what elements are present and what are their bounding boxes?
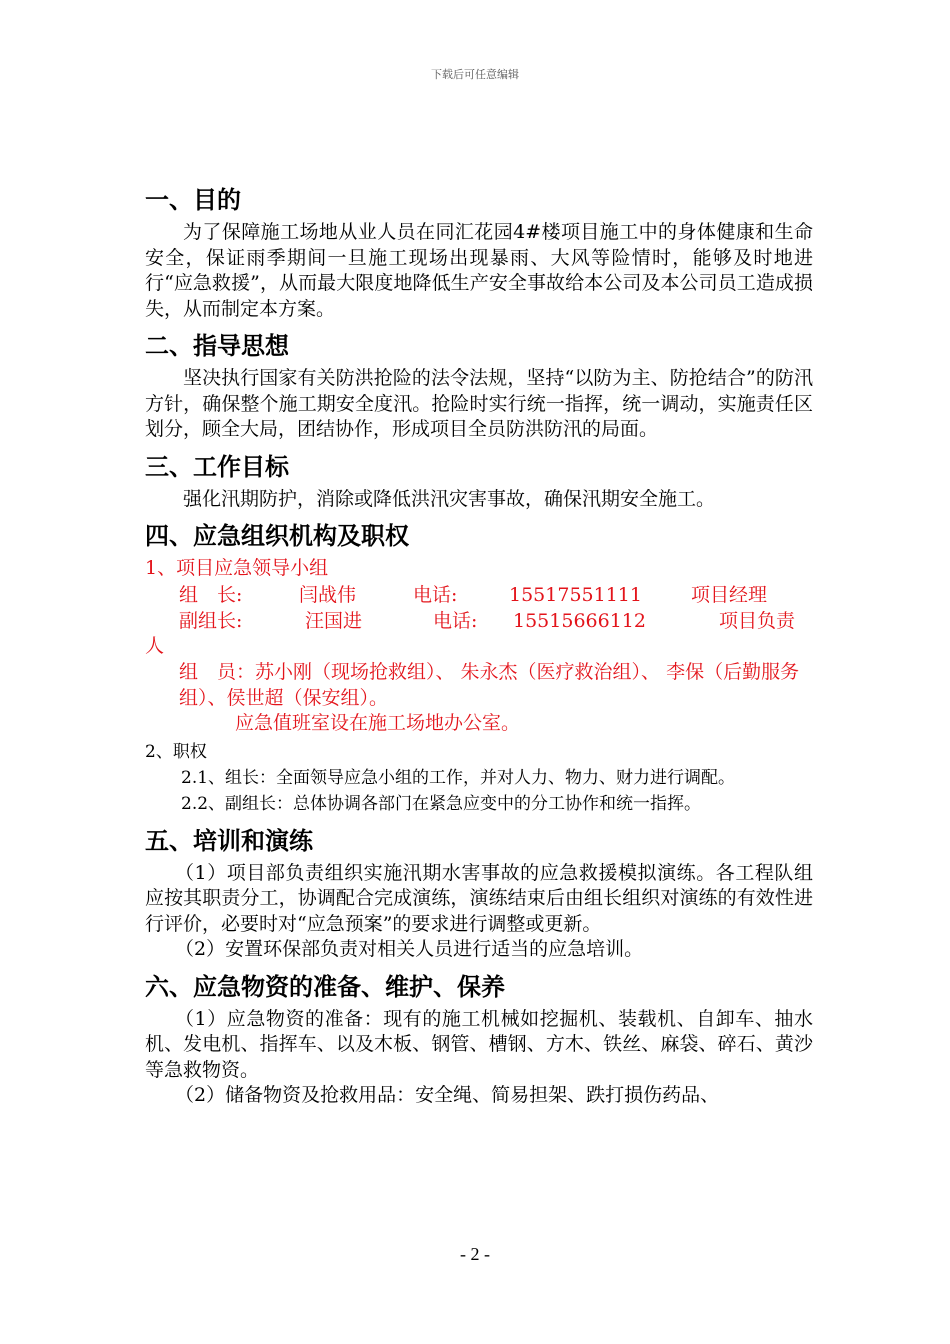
section-heading: 五、培训和演练 <box>145 826 313 855</box>
deputy-post-wrap: 人 <box>145 634 165 657</box>
header-note: 下载后可任意编辑 <box>431 68 519 81</box>
paragraph: （2）安置环保部负责对相关人员进行适当的应急培训。 <box>175 938 644 960</box>
group-title: 1、项目应急领导小组 <box>145 557 329 579</box>
leader-phone: 15517551111 <box>509 583 642 606</box>
paragraph: （1）应急物资的准备：现有的施工机械如挖掘机、装载机、自卸车、抽水机、发电机、指挥车、以及木板、钢管、槽钢、方木、铁丝、麻袋、碎石、黄沙等急救物资。 <box>145 1007 813 1081</box>
paragraph: 坚决执行国家有关防洪抢险的法令法规，坚持“以防为主、防抢结合”的防汛方针，确保整个施工期安全度汛。抢险时实行统一指挥，统一调动，实施责任区划分，顾全大局，团结协作，形成项目全员防洪防汛的局面。 <box>145 367 813 440</box>
deputy-phone-label: 电话: <box>433 609 478 632</box>
leader-phone-label: 电话: <box>413 583 458 606</box>
duty-room-line: 应急值班室设在施工场地办公室。 <box>235 712 521 734</box>
deputy-post: 项目负责 <box>719 609 796 632</box>
leader-role: 组 长: <box>179 583 243 606</box>
deputy-name: 汪国进 <box>305 609 363 632</box>
paragraph: （2）储备物资及抢救用品：安全绳、简易担架、跌打损伤药品、 <box>175 1084 720 1106</box>
leader-name: 闫战伟 <box>299 583 357 606</box>
deputy-row <box>145 608 813 634</box>
section-heading: 四、应急组织机构及职权 <box>145 522 409 550</box>
paragraph: 为了保障施工场地从业人员在同汇花园4#楼项目施工中的身体健康和生命安全，保证雨季期间一旦施工现场出现暴雨、大风等险情时，能够及时地进行“应急救援”，从而最大限度地降低生产安全事故给本公司及本公司员工造成损失，从而制定本方案。 <box>145 221 813 320</box>
paragraph: 强化汛期防护，消除或降低洪汛灾害事故，确保汛期安全施工。 <box>183 487 716 510</box>
power-item: 2.2、副组长：总体协调各部门在紧急应变中的分工协作和统一指挥。 <box>181 793 702 814</box>
deputy-role: 副组长: <box>179 609 243 632</box>
members-line: 组 员：苏小刚（现场抢救组）、 朱永杰（医疗救治组）、 李保（后勤服务组）、侯世超（保安组）。 <box>179 661 800 709</box>
leader-row <box>145 582 813 608</box>
section-heading: 一、目的 <box>145 186 241 214</box>
page-number: - 2 - <box>460 1244 490 1264</box>
leader-post: 项目经理 <box>691 583 768 606</box>
section-heading: 三、工作目标 <box>145 452 289 481</box>
power-item: 2.1、组长：全面领导应急小组的工作，并对人力、物力、财力进行调配。 <box>181 767 736 788</box>
section-heading: 六、应急物资的准备、维护、保养 <box>145 972 505 1001</box>
powers-title: 2、职权 <box>145 741 207 762</box>
deputy-phone: 15515666112 <box>513 609 646 632</box>
section-heading: 二、指导思想 <box>145 332 289 360</box>
paragraph: （1）项目部负责组织实施汛期水害事故的应急救援模拟演练。各工程队组应按其职责分工，协调配合完成演练，演练结束后由组长组织对演练的有效性进行评价，必要时对“应急预案”的要求进行调整或更新。 <box>145 861 813 935</box>
document-body <box>145 182 813 1109</box>
